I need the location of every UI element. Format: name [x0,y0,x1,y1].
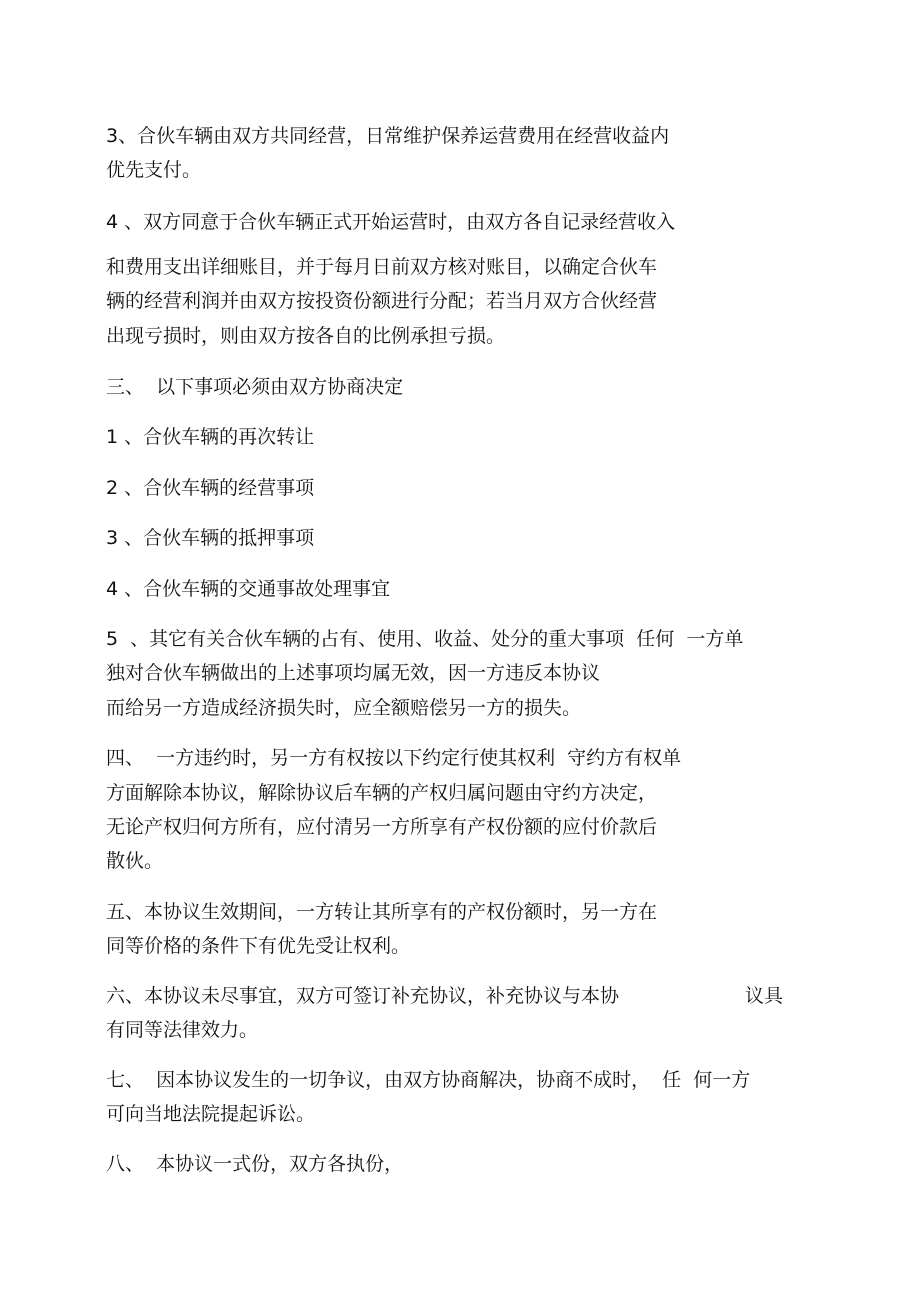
section-6-line-2: 有同等法律效力。 [106,1019,259,1041]
section-6-line-1: 六、本协议未尽事宜，双方可签订补充协议，补充协议与本协 [106,985,620,1007]
clause-2-4-line-3: 辆的经营利润并由双方按投资份额进行分配；若当月双方合伙经营 [106,290,658,312]
section-8-line-1: 八、 本协议一式份，双方各执份， [106,1153,404,1175]
section-7-line-2: 可向当地法院提起诉讼。 [106,1103,316,1125]
clause-2-4-line-1: 4 、双方同意于合伙车辆正式开始运营时，由双方各自记录经营收入 [106,211,676,233]
section-4-line-4: 散伙。 [106,850,164,872]
clause-2-3-line-1: 3、合伙车辆由双方共同经营，日常维护保养运营费用在经营收益内 [106,125,670,147]
clause-2-3-line-2: 优先支付。 [106,159,202,181]
section-3-item-4: 4 、合伙车辆的交通事故处理事宜 [106,578,391,600]
clause-2-4-line-4: 出现亏损时，则由双方按各自的比例承担亏损。 [106,325,506,347]
section-5-line-2: 同等价格的条件下有优先受让权利。 [106,935,411,957]
section-3-item-5-line-2: 独对合伙车辆做出的上述事项均属无效，因一方违反本协议 [106,662,601,684]
section-4-line-3: 无论产权归何方所有，应付清另一方所享有产权份额的应付价款后 [106,816,658,838]
section-5-line-1: 五、本协议生效期间，一方转让其所享有的产权份额时，另一方在 [106,901,658,923]
section-7-line-1: 七、 因本协议发生的一切争议，由双方协商解决，协商不成时， 任 何一方 [106,1069,751,1091]
clause-2-4-line-2: 和费用支出详细账目，并于每月日前双方核对账目，以确定合伙车 [106,256,658,278]
section-3-item-3: 3 、合伙车辆的抵押事项 [106,527,315,549]
section-3-item-1: 1 、合伙车辆的再次转让 [106,426,315,448]
section-3-heading: 三、 以下事项必须由双方协商决定 [106,376,404,398]
section-3-item-2: 2 、合伙车辆的经营事项 [106,477,315,499]
section-3-item-5-line-3: 而给另一方造成经济损失时，应全额赔偿另一方的损失。 [106,697,582,719]
section-4-line-2: 方面解除本协议，解除协议后车辆的产权归属问题由守约方决定， [106,782,658,804]
section-3-item-5-line-1: 5 、其它有关合伙车辆的占有、使用、收益、处分的重大事项 任何 一方单 [106,628,744,650]
section-6-line-1-tail: 议具 [744,985,783,1007]
section-4-line-1: 四、 一方违约时，另一方有权按以下约定行使其权利 守约方有权单 [106,747,682,769]
